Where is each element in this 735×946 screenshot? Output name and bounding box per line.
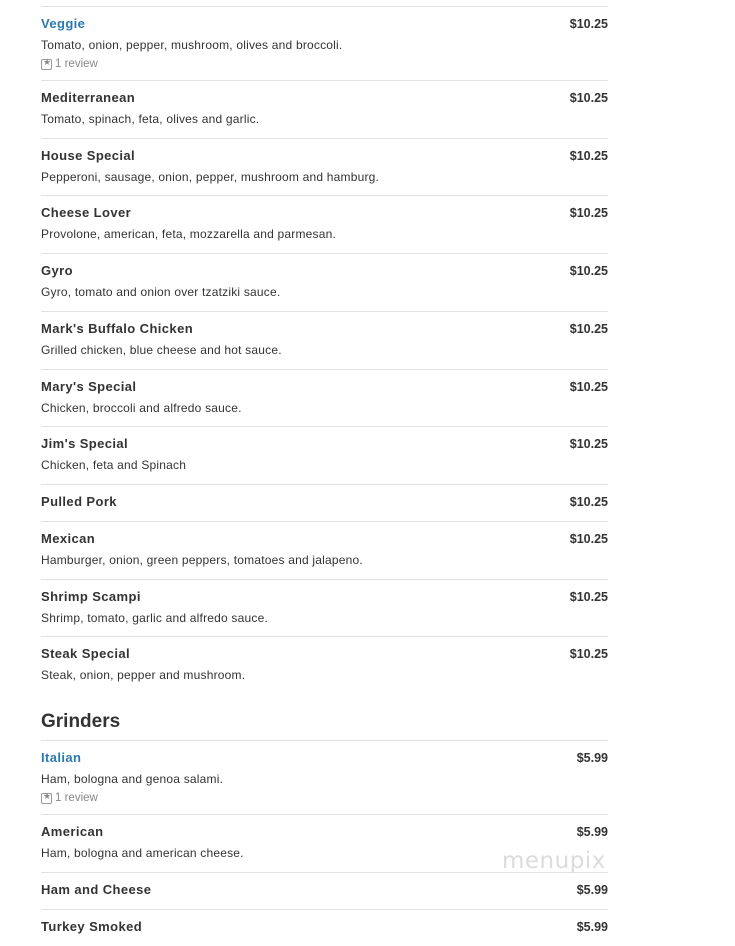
menu-item-description: Ham, bologna and american cheese. bbox=[41, 846, 244, 860]
menu-item-price: $10.25 bbox=[569, 647, 608, 661]
review-link[interactable] bbox=[41, 792, 608, 804]
menu-item bbox=[41, 579, 608, 636]
menu-item-description: Grilled chicken, blue cheese and hot sauce. bbox=[41, 343, 282, 357]
menu-item-price: $5.99 bbox=[576, 751, 608, 765]
menu-item-name: Mexican bbox=[41, 531, 96, 546]
menu-item-price: $5.99 bbox=[576, 883, 608, 897]
menu-item bbox=[41, 138, 608, 195]
review-link[interactable] bbox=[41, 58, 608, 70]
menu-item-name: Mark's Buffalo Chicken bbox=[41, 321, 194, 336]
menu-item bbox=[41, 484, 608, 521]
menu-item-name: Mediterranean bbox=[41, 90, 136, 105]
menu-item bbox=[41, 253, 608, 311]
review-count: 1 review bbox=[55, 58, 98, 70]
menu-item-name: Mary's Special bbox=[41, 379, 137, 394]
menu-item-name: Cheese Lover bbox=[41, 205, 132, 220]
menu-item-price: $10.25 bbox=[569, 17, 608, 31]
menu-item-name: Gyro bbox=[41, 263, 73, 278]
menu-item-price: $10.25 bbox=[569, 380, 608, 394]
menu-item-price: $10.25 bbox=[569, 532, 608, 546]
menu-item bbox=[41, 369, 608, 426]
menu-item-name-link[interactable]: Italian bbox=[41, 750, 82, 765]
menu-item-description: Tomato, onion, pepper, mushroom, olives and broccoli. bbox=[41, 38, 343, 52]
menu-item-name: Ham and Cheese bbox=[41, 882, 152, 897]
menu-item bbox=[41, 636, 608, 694]
watermark-logo: menupix bbox=[502, 848, 606, 874]
menu-item-price: $5.99 bbox=[576, 920, 608, 934]
menu-item-price: $10.25 bbox=[569, 149, 608, 163]
review-star-icon bbox=[41, 59, 52, 70]
menu-item-description: Steak, onion, pepper and mushroom. bbox=[41, 668, 246, 682]
menu-item-price: $10.25 bbox=[569, 91, 608, 105]
pizza-menu-list bbox=[41, 6, 608, 694]
menu-item-description: Hamburger, onion, green peppers, tomatoes and jalapeno. bbox=[41, 553, 363, 567]
menu-item bbox=[41, 311, 608, 369]
menu-item-description: Tomato, spinach, feta, olives and garlic. bbox=[41, 112, 260, 126]
menu-item-name: House Special bbox=[41, 148, 136, 163]
menu-item bbox=[41, 80, 608, 138]
menu-item bbox=[41, 872, 608, 909]
grinders-section bbox=[41, 711, 608, 939]
menu-item-name: Shrimp Scampi bbox=[41, 589, 141, 604]
menu-item-name: American bbox=[41, 824, 104, 839]
menu-item-description: Ham, bologna and genoa salami. bbox=[41, 772, 224, 786]
menu-item-price: $10.25 bbox=[569, 322, 608, 336]
menu-item-name: Turkey Smoked bbox=[41, 919, 143, 934]
menu-item-price: $10.25 bbox=[569, 495, 608, 509]
menu-item-name: Jim's Special bbox=[41, 436, 129, 451]
menu-item-name: Pulled Pork bbox=[41, 494, 117, 509]
menu-item-price: $10.25 bbox=[569, 590, 608, 604]
review-count: 1 review bbox=[55, 792, 98, 804]
menu-item bbox=[41, 740, 608, 814]
menu-item bbox=[41, 909, 608, 939]
menu-item-description: Shrimp, tomato, garlic and alfredo sauce. bbox=[41, 611, 268, 625]
menu-item-price: $5.99 bbox=[576, 825, 608, 839]
menu-item bbox=[41, 6, 608, 80]
menu-item bbox=[41, 195, 608, 253]
review-star-icon bbox=[41, 793, 52, 804]
menu-item bbox=[41, 521, 608, 579]
menu-item-description: Provolone, american, feta, mozzarella and parmesan. bbox=[41, 227, 337, 241]
menu-item bbox=[41, 426, 608, 484]
menu-item-name: Steak Special bbox=[41, 646, 131, 661]
section-title: Grinders bbox=[41, 711, 121, 732]
menu-item-description: Pepperoni, sausage, onion, pepper, mushroom and hamburg. bbox=[41, 170, 380, 184]
menu-item-name-link[interactable]: Veggie bbox=[41, 16, 86, 31]
menu-item-price: $10.25 bbox=[569, 264, 608, 278]
menu-item-description: Chicken, broccoli and alfredo sauce. bbox=[41, 401, 242, 415]
menu-item-price: $10.25 bbox=[569, 437, 608, 451]
menu-item-price: $10.25 bbox=[569, 206, 608, 220]
menu-item-description: Chicken, feta and Spinach bbox=[41, 458, 187, 472]
menu-item-description: Gyro, tomato and onion over tzatziki sauce. bbox=[41, 285, 281, 299]
